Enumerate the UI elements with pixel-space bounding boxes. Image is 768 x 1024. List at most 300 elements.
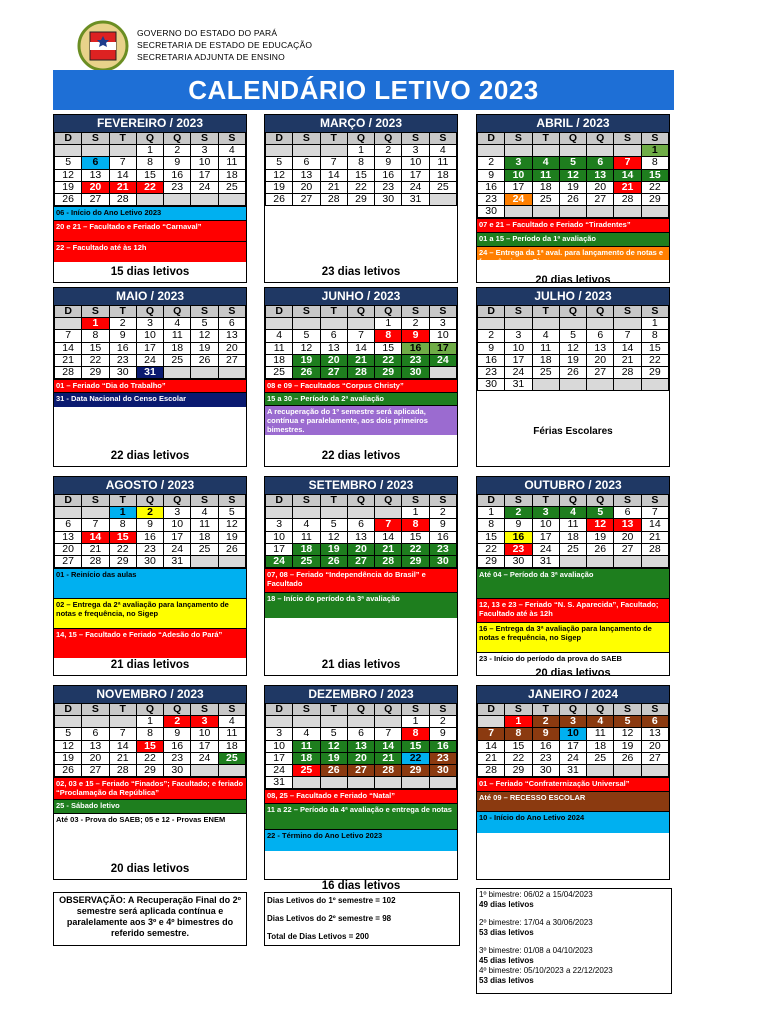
dias-1: Dias Letivos do 1º semestre = 102 xyxy=(267,896,396,905)
day-cell: 24 xyxy=(266,764,293,776)
day-cell xyxy=(218,764,245,776)
day-cell: 10 xyxy=(191,728,218,740)
day-cell: 26 xyxy=(266,193,293,205)
month-note: Até 04 – Período da 3ª avaliação xyxy=(477,568,669,598)
day-cell: 19 xyxy=(320,543,347,555)
day-cell: 24 xyxy=(191,181,218,193)
day-cell: 14 xyxy=(55,342,82,354)
day-cell: 20 xyxy=(614,531,641,543)
month-title: DEZEMBRO / 2023 xyxy=(265,686,457,703)
weekday-header: S xyxy=(218,704,245,716)
day-cell: 22 xyxy=(136,752,163,764)
day-cell: 4 xyxy=(587,716,614,728)
day-cell: 22 xyxy=(478,543,505,555)
day-cell: 14 xyxy=(641,519,668,531)
day-cell: 10 xyxy=(191,157,218,169)
month-note: 11 a 22 – Período da 4ª avaliação e entrega de notas xyxy=(265,803,457,829)
bimestre-4 xyxy=(479,966,669,986)
day-cell: 22 xyxy=(505,752,532,764)
day-cell: 14 xyxy=(614,169,641,181)
day-cell: 28 xyxy=(320,193,347,205)
day-cell: 17 xyxy=(532,531,559,543)
day-cell: 2 xyxy=(478,157,505,169)
day-cell: 8 xyxy=(641,330,668,342)
day-cell: 19 xyxy=(293,354,320,366)
day-cell: 3 xyxy=(505,157,532,169)
weekday-header: S xyxy=(191,495,218,507)
day-cell xyxy=(532,318,559,330)
day-cell: 25 xyxy=(293,555,320,567)
day-cell: 13 xyxy=(55,531,82,543)
month-note: 01 – Feriado “Dia do Trabalho” xyxy=(54,379,246,392)
day-cell: 9 xyxy=(429,728,456,740)
day-cell: 8 xyxy=(402,728,429,740)
day-cell: 24 xyxy=(559,752,586,764)
day-cell: 23 xyxy=(164,181,191,193)
weekday-header: Q xyxy=(375,133,402,145)
day-cell: 8 xyxy=(136,728,163,740)
day-cell: 26 xyxy=(191,354,218,366)
day-cell: 6 xyxy=(293,157,320,169)
month-calendar xyxy=(265,703,457,789)
day-cell: 7 xyxy=(614,157,641,169)
day-cell: 10 xyxy=(266,531,293,543)
day-cell: 4 xyxy=(293,728,320,740)
day-cell: 11 xyxy=(164,330,191,342)
day-cell: 26 xyxy=(320,764,347,776)
day-cell: 15 xyxy=(402,531,429,543)
month-note: 14, 15 – Facultado e Feriado “Adesão do Pará” xyxy=(54,628,246,658)
day-cell xyxy=(587,206,614,218)
weekday-header: S xyxy=(293,495,320,507)
day-cell: 28 xyxy=(641,543,668,555)
dias-2: Dias Letivos do 2º semestre = 98 xyxy=(267,914,392,923)
day-cell: 18 xyxy=(532,354,559,366)
day-cell: 29 xyxy=(136,764,163,776)
day-cell: 31 xyxy=(402,193,429,205)
day-cell: 3 xyxy=(559,716,586,728)
weekday-header: S xyxy=(402,495,429,507)
day-cell: 16 xyxy=(532,740,559,752)
day-cell: 7 xyxy=(55,330,82,342)
dias-box xyxy=(264,892,460,946)
bimestre-range: 4º bimestre: 05/10/2023 a 22/12/2023 xyxy=(479,966,613,975)
day-cell: 11 xyxy=(191,519,218,531)
day-cell: 8 xyxy=(505,728,532,740)
day-cell: 22 xyxy=(136,181,163,193)
day-cell: 21 xyxy=(55,354,82,366)
weekday-header: S xyxy=(505,704,532,716)
day-cell: 8 xyxy=(347,157,374,169)
day-cell: 16 xyxy=(505,531,532,543)
day-cell: 6 xyxy=(55,519,82,531)
month-note: 01 - Reinício das aulas xyxy=(54,568,246,598)
day-cell: 3 xyxy=(191,716,218,728)
day-cell: 16 xyxy=(429,740,456,752)
day-cell: 2 xyxy=(109,318,136,330)
day-cell: 16 xyxy=(429,531,456,543)
day-cell: 27 xyxy=(320,366,347,378)
day-cell: 2 xyxy=(505,507,532,519)
day-cell: 14 xyxy=(375,531,402,543)
day-cell xyxy=(641,206,668,218)
header-lines xyxy=(137,27,312,63)
day-cell: 13 xyxy=(218,330,245,342)
weekday-header: S xyxy=(218,133,245,145)
day-cell: 21 xyxy=(320,181,347,193)
day-cell: 11 xyxy=(293,531,320,543)
month-note: 22 – Facultado até às 12h xyxy=(54,241,246,262)
day-cell: 10 xyxy=(505,342,532,354)
day-cell: 15 xyxy=(375,342,402,354)
day-cell: 3 xyxy=(266,728,293,740)
day-cell: 21 xyxy=(109,181,136,193)
day-cell: 29 xyxy=(402,555,429,567)
bimestre-days: 49 dias letivos xyxy=(479,900,534,909)
day-cell: 11 xyxy=(218,157,245,169)
day-cell: 2 xyxy=(429,716,456,728)
day-cell: 10 xyxy=(402,157,429,169)
day-cell: 1 xyxy=(375,318,402,330)
day-cell: 17 xyxy=(559,740,586,752)
day-cell: 1 xyxy=(136,716,163,728)
day-cell: 9 xyxy=(429,519,456,531)
month-calendar xyxy=(54,494,246,568)
day-cell: 23 xyxy=(505,543,532,555)
bimestre-range: 1º bimestre: 06/02 a 15/04/2023 xyxy=(479,890,593,899)
day-cell: 17 xyxy=(136,342,163,354)
day-cell: 27 xyxy=(82,193,109,205)
day-cell xyxy=(191,555,218,567)
day-cell: 1 xyxy=(136,145,163,157)
month-note: 22 - Término do Ano Letivo 2023 xyxy=(265,829,457,851)
day-cell: 24 xyxy=(532,543,559,555)
day-cell xyxy=(218,193,245,205)
day-cell: 30 xyxy=(505,555,532,567)
weekday-header: T xyxy=(532,704,559,716)
day-cell: 31 xyxy=(532,555,559,567)
day-cell: 24 xyxy=(429,354,456,366)
day-cell xyxy=(320,716,347,728)
header-line: GOVERNO DO ESTADO DO PARÁ xyxy=(137,28,278,38)
day-cell xyxy=(347,716,374,728)
day-cell: 29 xyxy=(82,366,109,378)
day-cell: 30 xyxy=(136,555,163,567)
month-note: 15 a 30 – Período da 2ª avaliação xyxy=(265,392,457,405)
day-cell: 19 xyxy=(559,354,586,366)
day-cell: 21 xyxy=(82,543,109,555)
day-cell: 15 xyxy=(402,740,429,752)
day-cell: 29 xyxy=(109,555,136,567)
day-cell: 3 xyxy=(266,519,293,531)
day-cell: 27 xyxy=(347,555,374,567)
day-cell: 9 xyxy=(478,342,505,354)
day-cell: 18 xyxy=(429,169,456,181)
day-cell: 12 xyxy=(55,169,82,181)
day-cell: 25 xyxy=(218,181,245,193)
bimestre-1 xyxy=(479,890,669,910)
day-cell xyxy=(55,145,82,157)
day-cell: 22 xyxy=(109,543,136,555)
day-cell: 15 xyxy=(505,740,532,752)
day-cell: 6 xyxy=(82,728,109,740)
day-cell: 2 xyxy=(402,318,429,330)
day-cell: 1 xyxy=(347,145,374,157)
day-cell: 16 xyxy=(375,169,402,181)
day-cell: 13 xyxy=(347,740,374,752)
day-cell: 25 xyxy=(293,764,320,776)
weekday-header: Q xyxy=(164,704,191,716)
day-cell: 4 xyxy=(293,519,320,531)
weekday-header: T xyxy=(532,306,559,318)
month-note: 08 e 09 – Facultados “Corpus Christy” xyxy=(265,379,457,392)
day-cell: 29 xyxy=(402,764,429,776)
day-cell: 9 xyxy=(136,519,163,531)
day-cell: 2 xyxy=(375,145,402,157)
day-cell xyxy=(347,777,374,789)
month-note: 12, 13 e 23 – Feriado “N. S. Aparecida”, Facultado; Facultado até às 12h xyxy=(477,598,669,622)
month-title: SETEMBRO / 2023 xyxy=(265,477,457,494)
day-cell: 14 xyxy=(109,169,136,181)
day-cell xyxy=(478,716,505,728)
day-cell: 21 xyxy=(614,354,641,366)
day-cell: 2 xyxy=(164,716,191,728)
dias-3: Total de Dias Letivos = 200 xyxy=(267,932,369,941)
day-cell: 7 xyxy=(375,728,402,740)
day-cell: 30 xyxy=(429,555,456,567)
weekday-header: S xyxy=(218,306,245,318)
month-note: 08, 25 – Facultado e Feriado “Natal” xyxy=(265,789,457,803)
day-cell: 21 xyxy=(347,354,374,366)
day-cell: 6 xyxy=(347,519,374,531)
day-cell: 20 xyxy=(293,181,320,193)
day-cell: 17 xyxy=(164,531,191,543)
weekday-header: T xyxy=(109,306,136,318)
day-cell: 5 xyxy=(55,728,82,740)
day-cell: 29 xyxy=(505,764,532,776)
month-block xyxy=(53,287,247,467)
day-cell xyxy=(614,145,641,157)
day-cell: 31 xyxy=(136,366,163,378)
day-cell: 7 xyxy=(109,157,136,169)
day-cell: 16 xyxy=(402,342,429,354)
day-cell: 15 xyxy=(641,342,668,354)
day-cell xyxy=(266,507,293,519)
day-cell: 10 xyxy=(505,169,532,181)
day-cell xyxy=(587,555,614,567)
weekday-header: Q xyxy=(375,704,402,716)
weekday-header: S xyxy=(293,306,320,318)
month-note: 01 a 15 – Período da 1ª avaliação xyxy=(477,232,669,246)
month-total: 20 dias letivos xyxy=(110,863,190,875)
day-cell xyxy=(532,206,559,218)
month-note: Até 03 - Prova do SAEB; 05 e 12 - Provas ENEM xyxy=(54,813,246,827)
bimestre-2 xyxy=(479,918,669,938)
month-note: Até 09 – RECESSO ESCOLAR xyxy=(477,791,669,811)
weekday-header: S xyxy=(429,495,456,507)
day-cell: 13 xyxy=(587,169,614,181)
day-cell: 22 xyxy=(375,354,402,366)
day-cell: 13 xyxy=(587,342,614,354)
day-cell xyxy=(505,206,532,218)
weekday-header: D xyxy=(478,495,505,507)
day-cell: 2 xyxy=(478,330,505,342)
day-cell xyxy=(320,318,347,330)
day-cell xyxy=(559,379,586,391)
day-cell: 16 xyxy=(136,531,163,543)
day-cell xyxy=(293,145,320,157)
weekday-header: D xyxy=(55,495,82,507)
day-cell: 13 xyxy=(82,740,109,752)
weekday-header: S xyxy=(293,704,320,716)
day-cell: 4 xyxy=(266,330,293,342)
weekday-header: Q xyxy=(347,704,374,716)
month-total: 21 dias letivos xyxy=(110,659,190,671)
day-cell: 3 xyxy=(532,507,559,519)
day-cell: 27 xyxy=(587,193,614,205)
weekday-header: Q xyxy=(375,306,402,318)
day-cell xyxy=(82,507,109,519)
weekday-header: D xyxy=(266,704,293,716)
day-cell xyxy=(320,777,347,789)
day-cell: 26 xyxy=(320,555,347,567)
day-cell: 14 xyxy=(478,740,505,752)
month-calendar xyxy=(54,132,246,206)
weekday-header: S xyxy=(402,704,429,716)
day-cell: 21 xyxy=(109,752,136,764)
month-title: OUTUBRO / 2023 xyxy=(477,477,669,494)
weekday-header: S xyxy=(82,704,109,716)
day-cell: 26 xyxy=(587,543,614,555)
day-cell: 16 xyxy=(478,181,505,193)
day-cell: 4 xyxy=(164,318,191,330)
day-cell: 2 xyxy=(532,716,559,728)
day-cell xyxy=(55,507,82,519)
day-cell: 26 xyxy=(614,752,641,764)
weekday-header: Q xyxy=(136,133,163,145)
day-cell: 13 xyxy=(320,342,347,354)
day-cell xyxy=(614,555,641,567)
day-cell: 26 xyxy=(55,764,82,776)
day-cell xyxy=(109,145,136,157)
day-cell: 15 xyxy=(136,169,163,181)
weekday-header: S xyxy=(641,704,668,716)
bimestre-3 xyxy=(479,946,669,966)
day-cell: 28 xyxy=(82,555,109,567)
weekday-header: S xyxy=(429,306,456,318)
day-cell xyxy=(375,716,402,728)
month-calendar xyxy=(265,494,457,568)
day-cell xyxy=(532,145,559,157)
weekday-header: D xyxy=(478,704,505,716)
weekday-header: T xyxy=(532,495,559,507)
day-cell: 10 xyxy=(164,519,191,531)
day-cell: 30 xyxy=(164,764,191,776)
day-cell: 18 xyxy=(218,169,245,181)
day-cell: 1 xyxy=(402,716,429,728)
day-cell: 5 xyxy=(559,157,586,169)
day-cell: 29 xyxy=(347,193,374,205)
day-cell: 28 xyxy=(375,764,402,776)
weekday-header: Q xyxy=(347,495,374,507)
weekday-header: D xyxy=(266,495,293,507)
day-cell: 8 xyxy=(136,157,163,169)
day-cell: 20 xyxy=(587,181,614,193)
day-cell: 22 xyxy=(641,354,668,366)
day-cell: 28 xyxy=(478,764,505,776)
bimestre-range: 3º bimestre: 01/08 a 04/10/2023 xyxy=(479,946,593,955)
day-cell: 3 xyxy=(164,507,191,519)
day-cell: 12 xyxy=(320,531,347,543)
day-cell: 8 xyxy=(109,519,136,531)
day-cell xyxy=(347,507,374,519)
day-cell: 4 xyxy=(429,145,456,157)
day-cell: 14 xyxy=(614,342,641,354)
day-cell: 10 xyxy=(266,740,293,752)
day-cell: 3 xyxy=(429,318,456,330)
weekday-header: S xyxy=(82,133,109,145)
day-cell: 25 xyxy=(266,366,293,378)
day-cell xyxy=(55,318,82,330)
month-block xyxy=(476,476,670,679)
day-cell: 28 xyxy=(614,193,641,205)
weekday-header: S xyxy=(614,495,641,507)
day-cell: 12 xyxy=(614,728,641,740)
day-cell: 23 xyxy=(478,193,505,205)
day-cell: 6 xyxy=(347,728,374,740)
day-cell: 14 xyxy=(109,740,136,752)
month-total: 22 dias letivos xyxy=(321,450,401,462)
day-cell xyxy=(266,318,293,330)
day-cell xyxy=(320,507,347,519)
weekday-header: S xyxy=(82,495,109,507)
day-cell: 24 xyxy=(505,366,532,378)
day-cell: 12 xyxy=(559,342,586,354)
day-cell xyxy=(82,716,109,728)
day-cell: 28 xyxy=(375,555,402,567)
day-cell: 27 xyxy=(614,543,641,555)
day-cell: 27 xyxy=(641,752,668,764)
day-cell: 7 xyxy=(478,728,505,740)
day-cell: 28 xyxy=(347,366,374,378)
bimestre-range: 2º bimestre: 17/04 a 30/06/2023 xyxy=(479,918,593,927)
day-cell: 15 xyxy=(82,342,109,354)
day-cell xyxy=(429,366,456,378)
day-cell: 26 xyxy=(559,193,586,205)
month-title: FEVEREIRO / 2023 xyxy=(54,115,246,132)
day-cell: 27 xyxy=(347,764,374,776)
month-calendar xyxy=(54,305,246,379)
weekday-header: Q xyxy=(559,704,586,716)
weekday-header: D xyxy=(266,133,293,145)
day-cell: 24 xyxy=(136,354,163,366)
day-cell xyxy=(82,145,109,157)
observacao-text: OBSERVAÇÃO: A Recuperação Final do 2º semestre será aplicada contínua e paralelamente aos 3º e 4º bimestres do referido semestre. xyxy=(59,895,241,938)
day-cell: 9 xyxy=(402,330,429,342)
day-cell: 17 xyxy=(402,169,429,181)
day-cell xyxy=(375,777,402,789)
day-cell: 31 xyxy=(164,555,191,567)
day-cell xyxy=(478,318,505,330)
month-total: 20 dias letivos xyxy=(535,667,611,679)
weekday-header: D xyxy=(55,704,82,716)
day-cell xyxy=(478,145,505,157)
day-cell xyxy=(641,555,668,567)
month-total: Férias Escolares xyxy=(533,426,613,437)
day-cell: 23 xyxy=(402,354,429,366)
day-cell: 16 xyxy=(164,169,191,181)
day-cell: 6 xyxy=(218,318,245,330)
